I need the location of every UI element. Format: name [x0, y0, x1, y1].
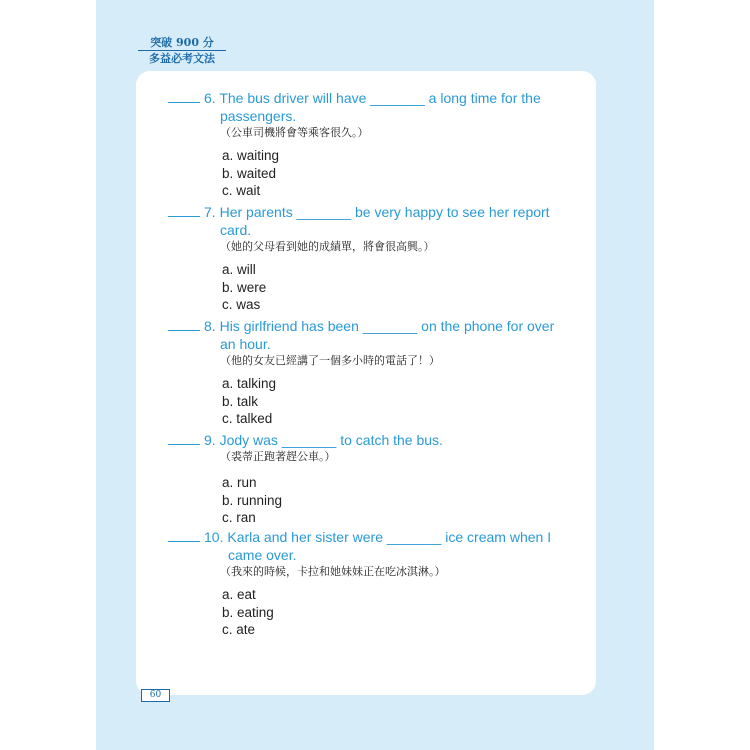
question-number: 6.	[204, 90, 216, 106]
question-text-continued: card.	[220, 222, 252, 238]
answer-blank[interactable]	[168, 432, 200, 445]
question-translation: （她的父母看到她的成績單，將會很高興。）	[220, 241, 435, 253]
question-text-continued: came over.	[228, 547, 297, 563]
option-a: a. talking	[222, 376, 277, 391]
option-c: c. was	[222, 297, 261, 313]
question-10	[168, 528, 568, 639]
option-c: c. talked	[222, 411, 273, 427]
question-text: Her parents _______ be very happy to see her report	[219, 204, 550, 220]
option-c: c. wait	[222, 183, 261, 199]
question-text: The bus driver will have _______ a long time for the	[219, 90, 541, 106]
option-c: c. ran	[222, 510, 256, 526]
question-translation: （我來的時候，卡拉和她妹妹正在吃冰淇淋。）	[220, 566, 446, 578]
question-number: 10.	[204, 529, 224, 545]
book-header	[138, 36, 226, 66]
option-list	[168, 375, 568, 428]
page-number: 60	[141, 689, 170, 702]
answer-blank[interactable]	[168, 318, 200, 331]
option-a: a. run	[222, 475, 257, 490]
option-list	[168, 474, 568, 527]
option-b: b. eating	[222, 604, 274, 620]
option-b: b. were	[222, 279, 267, 295]
question-number: 9.	[204, 432, 216, 448]
book-title: 突破 900 分	[150, 36, 214, 49]
question-translation: （公車司機將會等乘客很久。）	[220, 127, 369, 139]
question-translation: （裘蒂正跑著趕公車。）	[220, 451, 336, 463]
answer-blank[interactable]	[168, 90, 200, 103]
option-list	[168, 147, 568, 200]
question-text-continued: an hour.	[220, 336, 271, 352]
question-8	[168, 317, 568, 428]
option-list	[168, 261, 568, 314]
answer-blank[interactable]	[168, 204, 200, 217]
option-b: b. running	[222, 492, 283, 508]
header-divider	[138, 50, 226, 51]
question-7	[168, 203, 568, 314]
option-c: c. ate	[222, 622, 256, 638]
question-text: His girlfriend has been _______ on the phone for over	[219, 318, 555, 334]
option-a: a. eat	[222, 587, 256, 602]
question-number: 8.	[204, 318, 216, 334]
question-6	[168, 89, 568, 200]
book-subtitle: 多益必考文法	[149, 53, 215, 65]
question-text: Jody was _______ to catch the bus.	[219, 432, 443, 448]
question-text: Karla and her sister were _______ ice cream when I	[227, 529, 552, 545]
option-a: a. waiting	[222, 148, 280, 163]
question-9	[168, 431, 568, 527]
option-b: b. talk	[222, 393, 259, 409]
option-list	[168, 586, 568, 639]
answer-blank[interactable]	[168, 529, 200, 542]
option-b: b. waited	[222, 165, 277, 181]
question-text-continued: passengers.	[220, 108, 297, 124]
question-translation: （他的女友已經講了一個多小時的電話了！）	[220, 355, 440, 367]
question-number: 7.	[204, 204, 216, 220]
option-a: a. will	[222, 262, 256, 277]
